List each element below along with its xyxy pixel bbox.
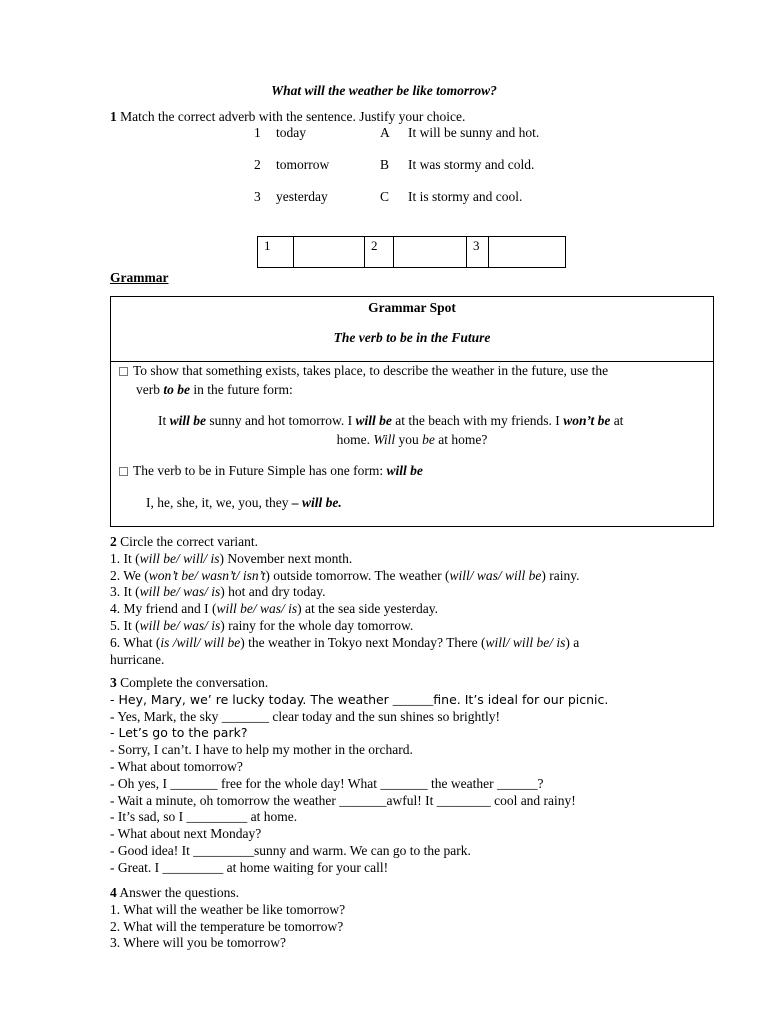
text: you (395, 432, 423, 447)
ex2-line (110, 635, 750, 652)
text: ) November next month. (219, 550, 353, 566)
match-word: yesterday (276, 189, 328, 204)
ex3-line (110, 692, 750, 709)
ex4-section (110, 885, 750, 952)
match-num: 3 (254, 189, 261, 204)
ex4-question: 3. Where will you be tomorrow? (110, 935, 286, 951)
text: I, he, she, it, we, you, they (146, 495, 292, 510)
ex1-number: 1 (110, 109, 117, 124)
ex2-line (110, 551, 750, 568)
ex3-line: - Oh yes, I _______ free for the whole day! What _______ the weather ______? (110, 775, 544, 791)
emphasis: be (422, 432, 435, 447)
blank[interactable]: ______ (392, 691, 434, 707)
ex2-line (110, 618, 750, 635)
ex3-instruction-text: Complete the conversation. (120, 675, 269, 690)
match-sentence: It will be sunny and hot. (408, 125, 540, 140)
rule-2-text: The verb to be in Future Simple has one form: (133, 463, 387, 478)
text: fine. It’s ideal for our picnic. (433, 691, 609, 707)
options[interactable]: will be/ was/ is (216, 601, 298, 617)
ex4-question: 1. What will the weather be like tomorrow? (110, 901, 346, 917)
rule-2 (119, 463, 423, 479)
match-letter: B (380, 157, 390, 172)
text: ) a (565, 634, 580, 650)
text: - Hey, Mary, we’ re lucky today. The weather (110, 691, 393, 707)
pronouns-line (146, 495, 342, 511)
text: in the future form: (190, 382, 293, 397)
text: ) at the sea side yesterday. (297, 601, 438, 617)
grammar-spot-subtitle: The verb to be in the Future (333, 330, 491, 345)
emphasis: won’t be (563, 413, 611, 428)
ex3-line: - Great. I _________ at home waiting for your call! (110, 859, 389, 875)
text: at (610, 413, 624, 428)
options[interactable]: will be/ was/ is (139, 617, 221, 633)
text: ) rainy. (541, 567, 580, 583)
ex1-instruction (110, 109, 465, 125)
grammar-heading: Grammar (110, 270, 169, 285)
ex2-line (110, 568, 750, 585)
text: at the beach with my friends. I (391, 413, 564, 428)
emphasis: will be (169, 413, 206, 428)
ex2-line (110, 601, 750, 618)
text: ) rainy for the whole day tomorrow. (220, 617, 414, 633)
ex3-number: 3 (110, 675, 117, 690)
emphasis: will be (355, 413, 392, 428)
ex4-question: 2. What will the temperature be tomorrow? (110, 918, 344, 934)
ex2-line: hurricane. (110, 651, 165, 667)
options[interactable]: won’t be/ wasn’t/ isn’t (148, 567, 266, 583)
options[interactable]: will/ will be/ is (485, 634, 566, 650)
ex3-section (110, 675, 750, 877)
ex2-line (110, 584, 750, 601)
ex4-number: 4 (110, 885, 117, 900)
emphasis: Will (373, 432, 396, 447)
text: 5. It ( (110, 617, 140, 633)
options[interactable]: is /will/ will be (160, 634, 241, 650)
ex2-number: 2 (110, 534, 117, 549)
answer-table (257, 236, 566, 268)
grammar-spot-title: Grammar Spot (368, 300, 456, 315)
match-word: today (276, 125, 306, 140)
text: ) outside tomorrow. The weather ( (265, 567, 450, 583)
example-line-1 (158, 413, 623, 429)
ex3-line: - What about next Monday? (110, 826, 262, 842)
text: at home? (434, 432, 488, 447)
options[interactable]: will/ was/ will be (449, 567, 542, 583)
text: ) the weather in Tokyo next Monday? There ( (240, 634, 486, 650)
rule-1-cont (136, 382, 293, 398)
rule-1 (119, 363, 608, 379)
match-letter: C (380, 189, 390, 204)
ex1-instruction-text: Match the correct adverb with the sentence. Justify your choice. (120, 109, 466, 124)
ex3-line: - Yes, Mark, the sky _______ clear today and the sun shines so brightly! (110, 708, 500, 724)
ex3-instruction (110, 675, 750, 692)
ex2-instruction (110, 534, 750, 551)
emphasis: – will be. (291, 495, 342, 510)
answer-label: 2 (365, 237, 394, 267)
answer-cell[interactable] (394, 237, 467, 267)
text: sunny and hot tomorrow. I (206, 413, 356, 428)
ex3-line: - Sorry, I can’t. I have to help my mother in the orchard. (110, 742, 413, 758)
text: 6. What ( (110, 634, 161, 650)
text: verb (136, 382, 164, 397)
text: 1. It ( (110, 550, 140, 566)
text: ) hot and dry today. (220, 584, 326, 600)
text: 2. We ( (110, 567, 149, 583)
text: It (158, 413, 170, 428)
emphasis: will be (386, 463, 423, 478)
checkbox-bullet-icon (119, 367, 128, 376)
options[interactable]: will be/ will/ is (139, 550, 220, 566)
match-sentence: It is stormy and cool. (408, 189, 523, 204)
ex2-instruction-text: Circle the correct variant. (120, 534, 259, 549)
page-title: What will the weather be like tomorrow? (271, 83, 497, 98)
ex3-line: - Good idea! It _________sunny and warm. We can go to the park. (110, 842, 471, 858)
answer-cell[interactable] (489, 237, 565, 267)
match-letter: A (380, 125, 390, 140)
text: 3. It ( (110, 584, 140, 600)
grammar-spot-box (110, 296, 714, 527)
rule-1-text: To show that something exists, takes place, to describe the weather in the future, use the (133, 363, 609, 378)
match-word: tomorrow (276, 157, 330, 172)
ex3-line: - It’s sad, so I _________ at home. (110, 809, 298, 825)
ex3-line: - Wait a minute, oh tomorrow the weather _______awful! It ________ cool and rainy! (110, 792, 576, 808)
answer-label: 1 (258, 237, 294, 267)
ex4-instruction (110, 885, 750, 902)
divider (111, 361, 713, 362)
ex2-section (110, 534, 750, 668)
answer-cell[interactable] (294, 237, 365, 267)
text: home. (336, 432, 374, 447)
match-sentence: It was stormy and cold. (408, 157, 535, 172)
ex3-line: - What about tomorrow? (110, 758, 243, 774)
match-num: 2 (254, 157, 261, 172)
text: 4. My friend and I ( (110, 601, 217, 617)
emphasis: to be (163, 382, 190, 397)
checkbox-bullet-icon (119, 467, 128, 476)
ex4-instruction-text: Answer the questions. (119, 885, 239, 900)
options[interactable]: will be/ was/ is (139, 584, 221, 600)
answer-label: 3 (467, 237, 489, 267)
match-num: 1 (254, 125, 261, 140)
ex3-line: - Let’s go to the park? (110, 725, 248, 741)
example-line-2 (111, 432, 713, 448)
